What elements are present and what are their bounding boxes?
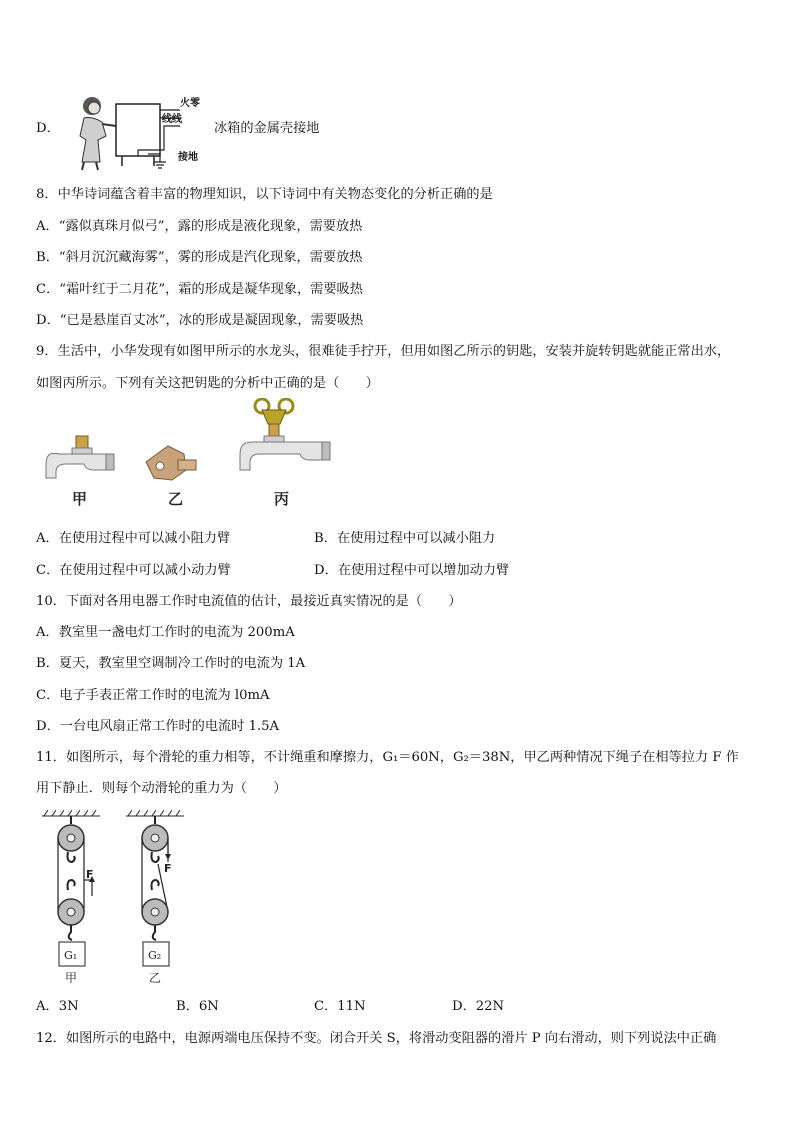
pulley-yi-movable: [142, 880, 168, 940]
q8-stem: 8．中华诗词蕴含着丰富的物理知识，以下诗词中有关物态变化的分析正确的是: [36, 187, 493, 202]
q9-option-d: D．在使用过程中可以增加动力臂: [314, 563, 510, 578]
caption-yi: 乙: [149, 971, 162, 985]
q9-stem-line2: 如图丙所示。下列有关这把钥匙的分析中正确的是（ ）: [36, 376, 379, 391]
q11-option-d: D．22N: [452, 999, 505, 1014]
q8-option-a: A．“露似真珠月似弓”，露的形成是液化现象，需要放热: [36, 219, 363, 234]
q11-option-b: B．6N: [176, 999, 219, 1014]
neutral-wire-label: 线线: [162, 114, 182, 125]
faucet-key-figure: [36, 398, 336, 510]
q11-stem-line2: 用下静止．则每个动滑轮的重力为（ ）: [36, 781, 287, 796]
q9-option-c: C．在使用过程中可以减小动力臂: [36, 563, 231, 578]
q11-option-a: A．3N: [36, 999, 79, 1014]
weight-g2-label: G₂: [148, 949, 162, 962]
pulley-figure: [36, 808, 206, 986]
q9-stem-line1: 9．生活中，小华发现有如图甲所示的水龙头，很难徒手拧开，但用如图乙所示的钥匙，安装并旋转钥匙就能正常出水，: [36, 344, 731, 359]
caption-jia: 甲: [65, 971, 78, 985]
q7-option-d-letter: D．: [36, 121, 60, 136]
pulley-jia-fixed: [58, 816, 84, 862]
ground-label: 接地: [178, 152, 198, 163]
force-label-yi: F: [164, 862, 172, 875]
q9-option-b: B．在使用过程中可以减小阻力: [314, 531, 496, 546]
fig-label-jia: 甲: [72, 490, 88, 508]
force-label-jia: F: [86, 868, 94, 881]
pulley-yi-fixed: [142, 816, 168, 862]
q10-stem: 10．下面对各用电器工作时电流值的估计，最接近真实情况的是（ ）: [36, 594, 462, 609]
fig-label-yi: 乙: [168, 490, 184, 508]
q10-option-b: B．夏天，教室里空调制冷工作时的电流为 1A: [36, 656, 306, 671]
q11-option-c: C．11N: [314, 999, 366, 1014]
q8-option-b: B．“斜月沉沉藏海雾”，雾的形成是汽化现象，需要放热: [36, 250, 363, 265]
q7-option-d-text: 冰箱的金属壳接地: [214, 121, 320, 136]
q10-option-a: A．教室里一盏电灯工作时的电流为 200mA: [36, 625, 295, 640]
weight-g1-label: G₁: [64, 949, 78, 962]
key-yi: [146, 446, 196, 480]
pulley-jia-movable: [58, 880, 84, 940]
q8-option-d: D．“已是悬崖百丈冰”，冰的形成是凝固现象，需要吸热: [36, 313, 364, 328]
q10-option-c: C．电子手表正常工作时的电流为 l0mA: [36, 688, 270, 703]
fig-label-bing: 丙: [274, 490, 290, 508]
refrigerator-grounding-figure: [64, 92, 212, 172]
faucet-jia: [46, 436, 114, 478]
q12-stem: 12．如图所示的电路中，电源两端电压保持不变。闭合开关 S，将滑动变阻器的滑片 P 向右滑动，则下列说法中正确: [36, 1031, 717, 1046]
q11-stem-line1: 11．如图所示，每个滑轮的重力相等，不计绳重和摩擦力，G₁＝60N，G₂＝38N，甲乙两种情况下绳子在相等拉力 F 作: [36, 750, 739, 765]
faucet-bing: [240, 399, 330, 470]
q9-option-a: A．在使用过程中可以减小阻力臂: [36, 531, 231, 546]
q10-option-d: D．一台电风扇正常工作时的电流时 1.5A: [36, 719, 280, 734]
live-wire-label: 火零: [180, 98, 200, 109]
q8-option-c: C．“霜叶红于二月花”，霜的形成是凝华现象，需要吸热: [36, 282, 363, 297]
